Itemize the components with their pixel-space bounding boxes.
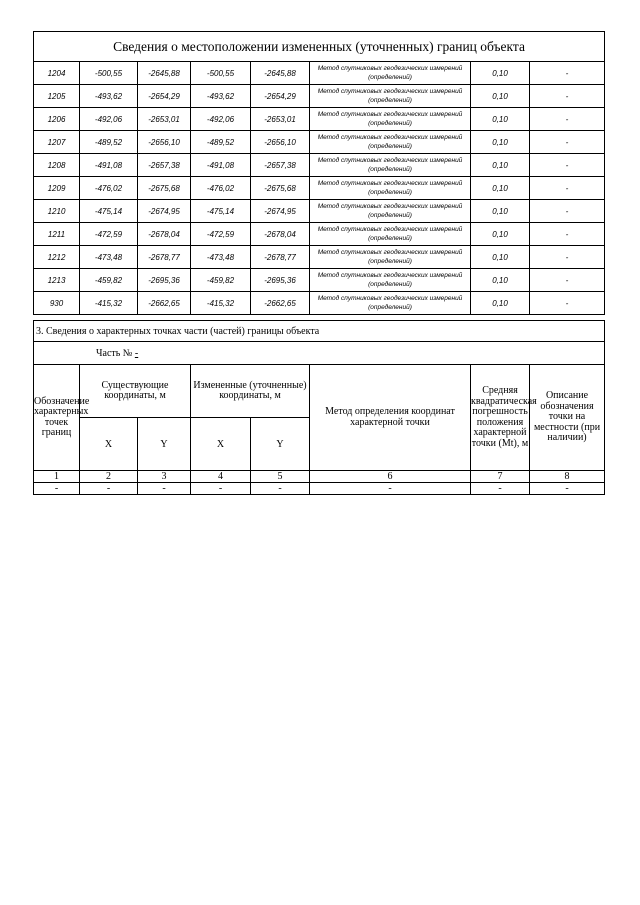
empty-cell: - [530, 483, 605, 495]
cell-existing-x: -500,55 [80, 62, 138, 85]
cell-existing-y: -2675,68 [138, 177, 191, 200]
empty-cell: - [251, 483, 310, 495]
cell-changed-y: -2645,88 [251, 62, 310, 85]
cell-method: Метод спутниковых геодезических измерений (определений) [310, 292, 471, 315]
cell-description: - [530, 108, 605, 131]
cell-accuracy: 0,10 [471, 131, 530, 154]
empty-cell: - [310, 483, 471, 495]
cell-method: Метод спутниковых геодезических измерений (определений) [310, 62, 471, 85]
cell-existing-y: -2656,10 [138, 131, 191, 154]
cell-description: - [530, 131, 605, 154]
cell-changed-x: -476,02 [191, 177, 251, 200]
cell-existing-y: -2662,65 [138, 292, 191, 315]
cell-method: Метод спутниковых геодезических измерений (определений) [310, 246, 471, 269]
cell-existing-y: -2678,04 [138, 223, 191, 246]
cell-existing-x: -472,59 [80, 223, 138, 246]
header-existing-y: Y [138, 418, 191, 471]
cell-description: - [530, 292, 605, 315]
cell-method: Метод спутниковых геодезических измерений (определений) [310, 154, 471, 177]
cell-accuracy: 0,10 [471, 177, 530, 200]
cell-description: - [530, 223, 605, 246]
cell-changed-y: -2675,68 [251, 177, 310, 200]
cell-changed-y: -2674,95 [251, 200, 310, 223]
header-changed-x: X [191, 418, 251, 471]
cell-existing-y: -2653,01 [138, 108, 191, 131]
cell-accuracy: 0,10 [471, 223, 530, 246]
header-description: Описание обозначения точки на местности (при наличии) [530, 365, 605, 471]
cell-point-id: 1204 [34, 62, 80, 85]
cell-existing-x: -475,14 [80, 200, 138, 223]
cell-existing-y: -2674,95 [138, 200, 191, 223]
cell-description: - [530, 177, 605, 200]
cell-description: - [530, 269, 605, 292]
column-number: 1 [34, 471, 80, 483]
cell-changed-x: -473,48 [191, 246, 251, 269]
cell-description: - [530, 246, 605, 269]
column-number: 3 [138, 471, 191, 483]
cell-accuracy: 0,10 [471, 292, 530, 315]
empty-cell: - [138, 483, 191, 495]
part-label: Часть № [96, 347, 133, 359]
cell-point-id: 1209 [34, 177, 80, 200]
column-number: 4 [191, 471, 251, 483]
cell-description: - [530, 85, 605, 108]
header-existing-coords: Существующие координаты, м [80, 365, 191, 418]
header-changed-y: Y [251, 418, 310, 471]
cell-existing-x: -491,08 [80, 154, 138, 177]
cell-accuracy: 0,10 [471, 246, 530, 269]
header-accuracy: Средняя квадратическая погрешность положения характерной точки (Mt), м [471, 365, 530, 471]
table-row [34, 246, 605, 269]
cell-accuracy: 0,10 [471, 62, 530, 85]
table-row [34, 62, 605, 85]
cell-method: Метод спутниковых геодезических измерений (определений) [310, 177, 471, 200]
column-number: 8 [530, 471, 605, 483]
cell-description: - [530, 200, 605, 223]
cell-method: Метод спутниковых геодезических измерений (определений) [310, 85, 471, 108]
table-row [34, 223, 605, 246]
cell-existing-y: -2645,88 [138, 62, 191, 85]
empty-cell: - [34, 483, 80, 495]
cell-existing-x: -492,06 [80, 108, 138, 131]
cell-point-id: 1210 [34, 200, 80, 223]
cell-changed-y: -2653,01 [251, 108, 310, 131]
cell-changed-x: -500,55 [191, 62, 251, 85]
empty-cell: - [80, 483, 138, 495]
cell-changed-x: -489,52 [191, 131, 251, 154]
cell-existing-x: -459,82 [80, 269, 138, 292]
cell-changed-y: -2678,77 [251, 246, 310, 269]
cell-changed-x: -475,14 [191, 200, 251, 223]
cell-changed-x: -493,62 [191, 85, 251, 108]
cell-changed-x: -491,08 [191, 154, 251, 177]
cell-method: Метод спутниковых геодезических измерений (определений) [310, 269, 471, 292]
cell-existing-x: -493,62 [80, 85, 138, 108]
cell-existing-y: -2657,38 [138, 154, 191, 177]
cell-changed-y: -2678,04 [251, 223, 310, 246]
cell-accuracy: 0,10 [471, 200, 530, 223]
cell-changed-y: -2654,29 [251, 85, 310, 108]
cell-accuracy: 0,10 [471, 269, 530, 292]
cell-point-id: 1211 [34, 223, 80, 246]
section-title: Сведения о местоположении измененных (уточненных) границ объекта [34, 32, 605, 62]
cell-point-id: 1212 [34, 246, 80, 269]
cell-existing-y: -2678,77 [138, 246, 191, 269]
cell-point-id: 1208 [34, 154, 80, 177]
cell-point-id: 1213 [34, 269, 80, 292]
cell-changed-x: -459,82 [191, 269, 251, 292]
table-row [34, 292, 605, 315]
cell-accuracy: 0,10 [471, 154, 530, 177]
cell-existing-x: -489,52 [80, 131, 138, 154]
cell-changed-y: -2656,10 [251, 131, 310, 154]
section-3-title: 3. Сведения о характерных точках части (частей) границы объекта [34, 321, 605, 342]
cell-existing-x: -476,02 [80, 177, 138, 200]
cell-point-id: 1207 [34, 131, 80, 154]
table-row [34, 85, 605, 108]
table-row [34, 177, 605, 200]
empty-cell: - [471, 483, 530, 495]
empty-cell: - [191, 483, 251, 495]
cell-changed-y: -2657,38 [251, 154, 310, 177]
header-existing-x: X [80, 418, 138, 471]
cell-point-id: 1206 [34, 108, 80, 131]
cell-existing-y: -2695,36 [138, 269, 191, 292]
cell-accuracy: 0,10 [471, 85, 530, 108]
cell-changed-y: -2662,65 [251, 292, 310, 315]
part-value: - [134, 347, 139, 359]
cell-method: Метод спутниковых геодезических измерений (определений) [310, 200, 471, 223]
table-row [34, 200, 605, 223]
cell-changed-y: -2695,36 [251, 269, 310, 292]
cell-accuracy: 0,10 [471, 108, 530, 131]
cell-method: Метод спутниковых геодезических измерений (определений) [310, 108, 471, 131]
cell-existing-x: -473,48 [80, 246, 138, 269]
header-method: Метод определения координат характерной точки [310, 365, 471, 471]
cell-description: - [530, 62, 605, 85]
header-designation: Обозначение характерных точек границ [34, 365, 80, 471]
cell-existing-y: -2654,29 [138, 85, 191, 108]
cell-changed-x: -472,59 [191, 223, 251, 246]
table-row [34, 269, 605, 292]
header-changed-coords: Измененные (уточненные) координаты, м [191, 365, 310, 418]
table-row [34, 154, 605, 177]
column-number: 2 [80, 471, 138, 483]
cell-method: Метод спутниковых геодезических измерений (определений) [310, 131, 471, 154]
boundary-coordinates-table [33, 31, 605, 315]
cell-point-id: 1205 [34, 85, 80, 108]
cell-changed-x: -492,06 [191, 108, 251, 131]
cell-existing-x: -415,32 [80, 292, 138, 315]
part-points-table [33, 320, 605, 495]
table-row [34, 131, 605, 154]
column-number: 7 [471, 471, 530, 483]
column-number: 6 [310, 471, 471, 483]
cell-description: - [530, 154, 605, 177]
part-number [34, 342, 605, 365]
cell-point-id: 930 [34, 292, 80, 315]
column-number: 5 [251, 471, 310, 483]
table-row [34, 108, 605, 131]
cell-changed-x: -415,32 [191, 292, 251, 315]
cell-method: Метод спутниковых геодезических измерений (определений) [310, 223, 471, 246]
